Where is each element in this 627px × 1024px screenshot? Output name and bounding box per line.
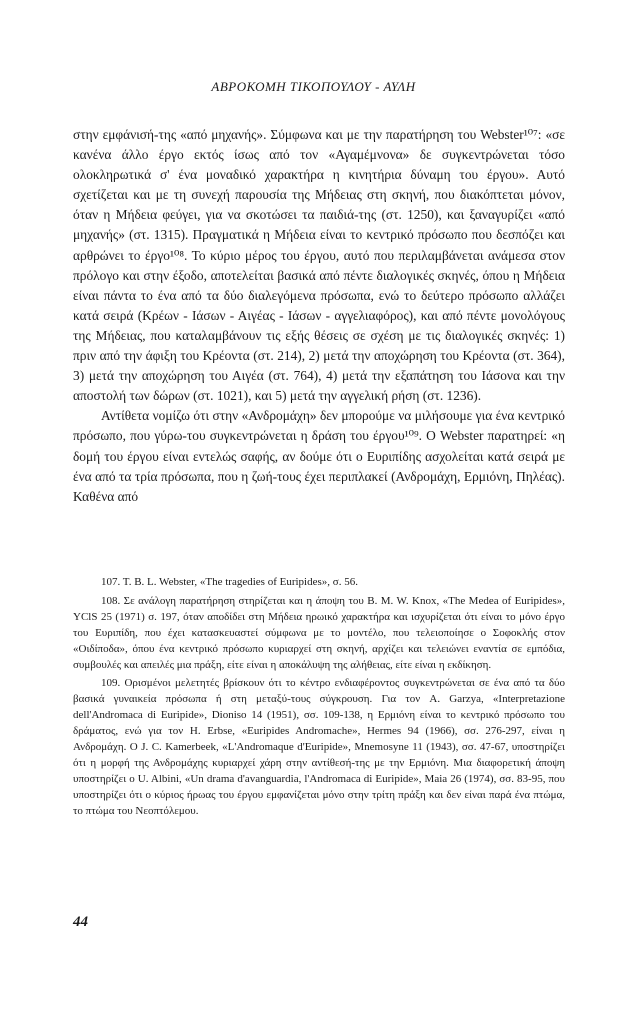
running-head: ΑΒΡΟΚΟΜΗ ΤΙΚΟΠΟΥΛΟΥ - ΑΥΛΗ [211, 79, 416, 94]
paragraph-2: Αντίθετα νομίζω ότι στην «Ανδρομάχη» δεν μπορούμε να μιλήσουμε για ένα κεντρικό πρόσωπο, που γύρω-του συγκεντρώνεται η δράση του έργου¹⁰⁹. Ο Webster παρατηρεί: «η δομή του έργου είναι εντελώς σαφής, αν δούμε ότι ο Ευριπίδης ασχολείται κατά σειρά με ένα από τα τρία πρόσωπα, που η ζωή-τους έχει περιπλακεί (Ανδρομάχη, Ερμιόνη, Πηλέας). Καθένα από [73, 408, 565, 504]
page-number: 44 [73, 914, 88, 930]
footnote-109: 109. Ορισμένοι μελετητές βρίσκουν ότι το κέντρο ενδιαφέροντος συγκεντρώνεται σε ένα από τα δύο βασικά γυναικεία πρόσωπα ή στη μεταξύ-τους σύγκρουση. Για τον A. Garzya, «Interpretazione dell'Andromaca di Euripide», Dioniso 14 (1951), σσ. 109-138, η Ερμιόνη είναι το κεντρικό πρόσωπο του δράματος, ενώ για τον H. Erbse, «Euripides Andromache», Hermes 94 (1966), σσ. 276-297, είναι η Ανδρομάχη. O J. C. Kamerbeek, «L'Andromaque d'Euripide», Mnemosyne 11 (1943), σσ. 47-67, υποστηρίζει ότι η μορφή της Ανδρομάχης κυριαρχεί χάρη στην αντίθεσή-της με την Ερμιόνη. Μια διαφορετική άποψη υποστηρίζει ο U. Albini, «Un drama d'avanguardia, l'Andromaca di Euripide», Maia 26 (1974), σσ. 83-95, που υποστηρίζει ότι ο κύριος ήρωας του έργου εμφανίζεται μόνο στην τρίτη πράξη και δεν είναι παρά ένα πτώμα, το πτώμα του Νεοπτόλεμου. [73, 677, 565, 817]
footnote-107: 107. T. B. L. Webster, «The tragedies of Euripides», σ. 56. [101, 576, 358, 588]
main-text [73, 125, 565, 507]
footnote-108: 108. Σε ανάλογη παρατήρηση στηρίζεται και η άποψη του B. M. W. Knox, «The Medea of Euripides», YClS 25 (1971) σ. 197, όταν αποδίδει στη Μήδεια ηρωικό χαρακτήρα και ισχυρίζεται ότι είναι το μόνο έργο του Ευριπίδη, που έχει κατασκευαστεί σύμφωνα με το μοντέλο, που τελειοποίησε ο Σοφοκλής στον «Οιδίποδα», όπου ένα κεντρικό πρόσωπο κυριαρχεί στη σκηνή, αρχίζει και τελειώνει εναντία σε εμπόδια, συμβουλές και απειλές μια πράξη, είτε είναι η αποκάλυψη της αλήθειας, είτε είναι η εκδίκηση. [73, 594, 565, 671]
footnotes [73, 575, 565, 820]
paragraph-1: στην εμφάνισή-της «από μηχανής». Σύμφωνα και με την παρατήρηση του Webster¹⁰⁷: «σε κανένα άλλο έργο εκτός ίσως από τον «Αγαμέμνονα» δε συγκεντρώνεται τόσο ολοκληρωτικά σ' ένα μοναδικό χαρακτήρα η κινητήρια δύναμη του έργου». Αυτό σχετίζεται και με τη συνεχή παρουσία της Μήδειας στη σκηνή, που διακόπτεται μόνον, όταν η Μήδεια φεύγει, για να σκοτώσει τα παιδιά-της (στ. 1250), και ξαναγυρίζει «από μηχανής» (στ. 1315). Πραγματικά η Μήδεια είναι το κεντρικό πρόσωπο που δεσπόζει και αρθρώνει το έργο¹⁰⁸. Το κύριο μέρος του έργου, αυτό που περιλαμβάνεται ανάμεσα στον πρόλογο και στην έξοδο, αποτελείται βασικά από πέντε διαλογικές σκηνές, όπου η Μήδεια είναι πάντα το ένα από τα δύο διαλεγόμενα πρόσωπα, ενώ το δεύτερο πρόσωπο αλλάζει κατά σειρά (Κρέων - Ιάσων - Αιγέας - Ιάσων - αγγελιαφόρος), και από πέντε μονολόγους της Μήδειας, που καταλαμβάνουν τις εξής θέσεις σε σχέση με τις διαλογικές σκηνές: 1) πριν από την άφιξη του Κρέοντα (στ. 214), 2) μετά την αποχώρηση του Κρέοντα (στ. 364), 3) μετά την αποχώρηση του Αιγέα (στ. 764), 4) μετά την εξαπάτηση του Ιάσονα και την αποστολή των δώρων (στ. 1021), και 5) μετά την αγγελική ρήση (στ. 1236). [73, 127, 565, 404]
